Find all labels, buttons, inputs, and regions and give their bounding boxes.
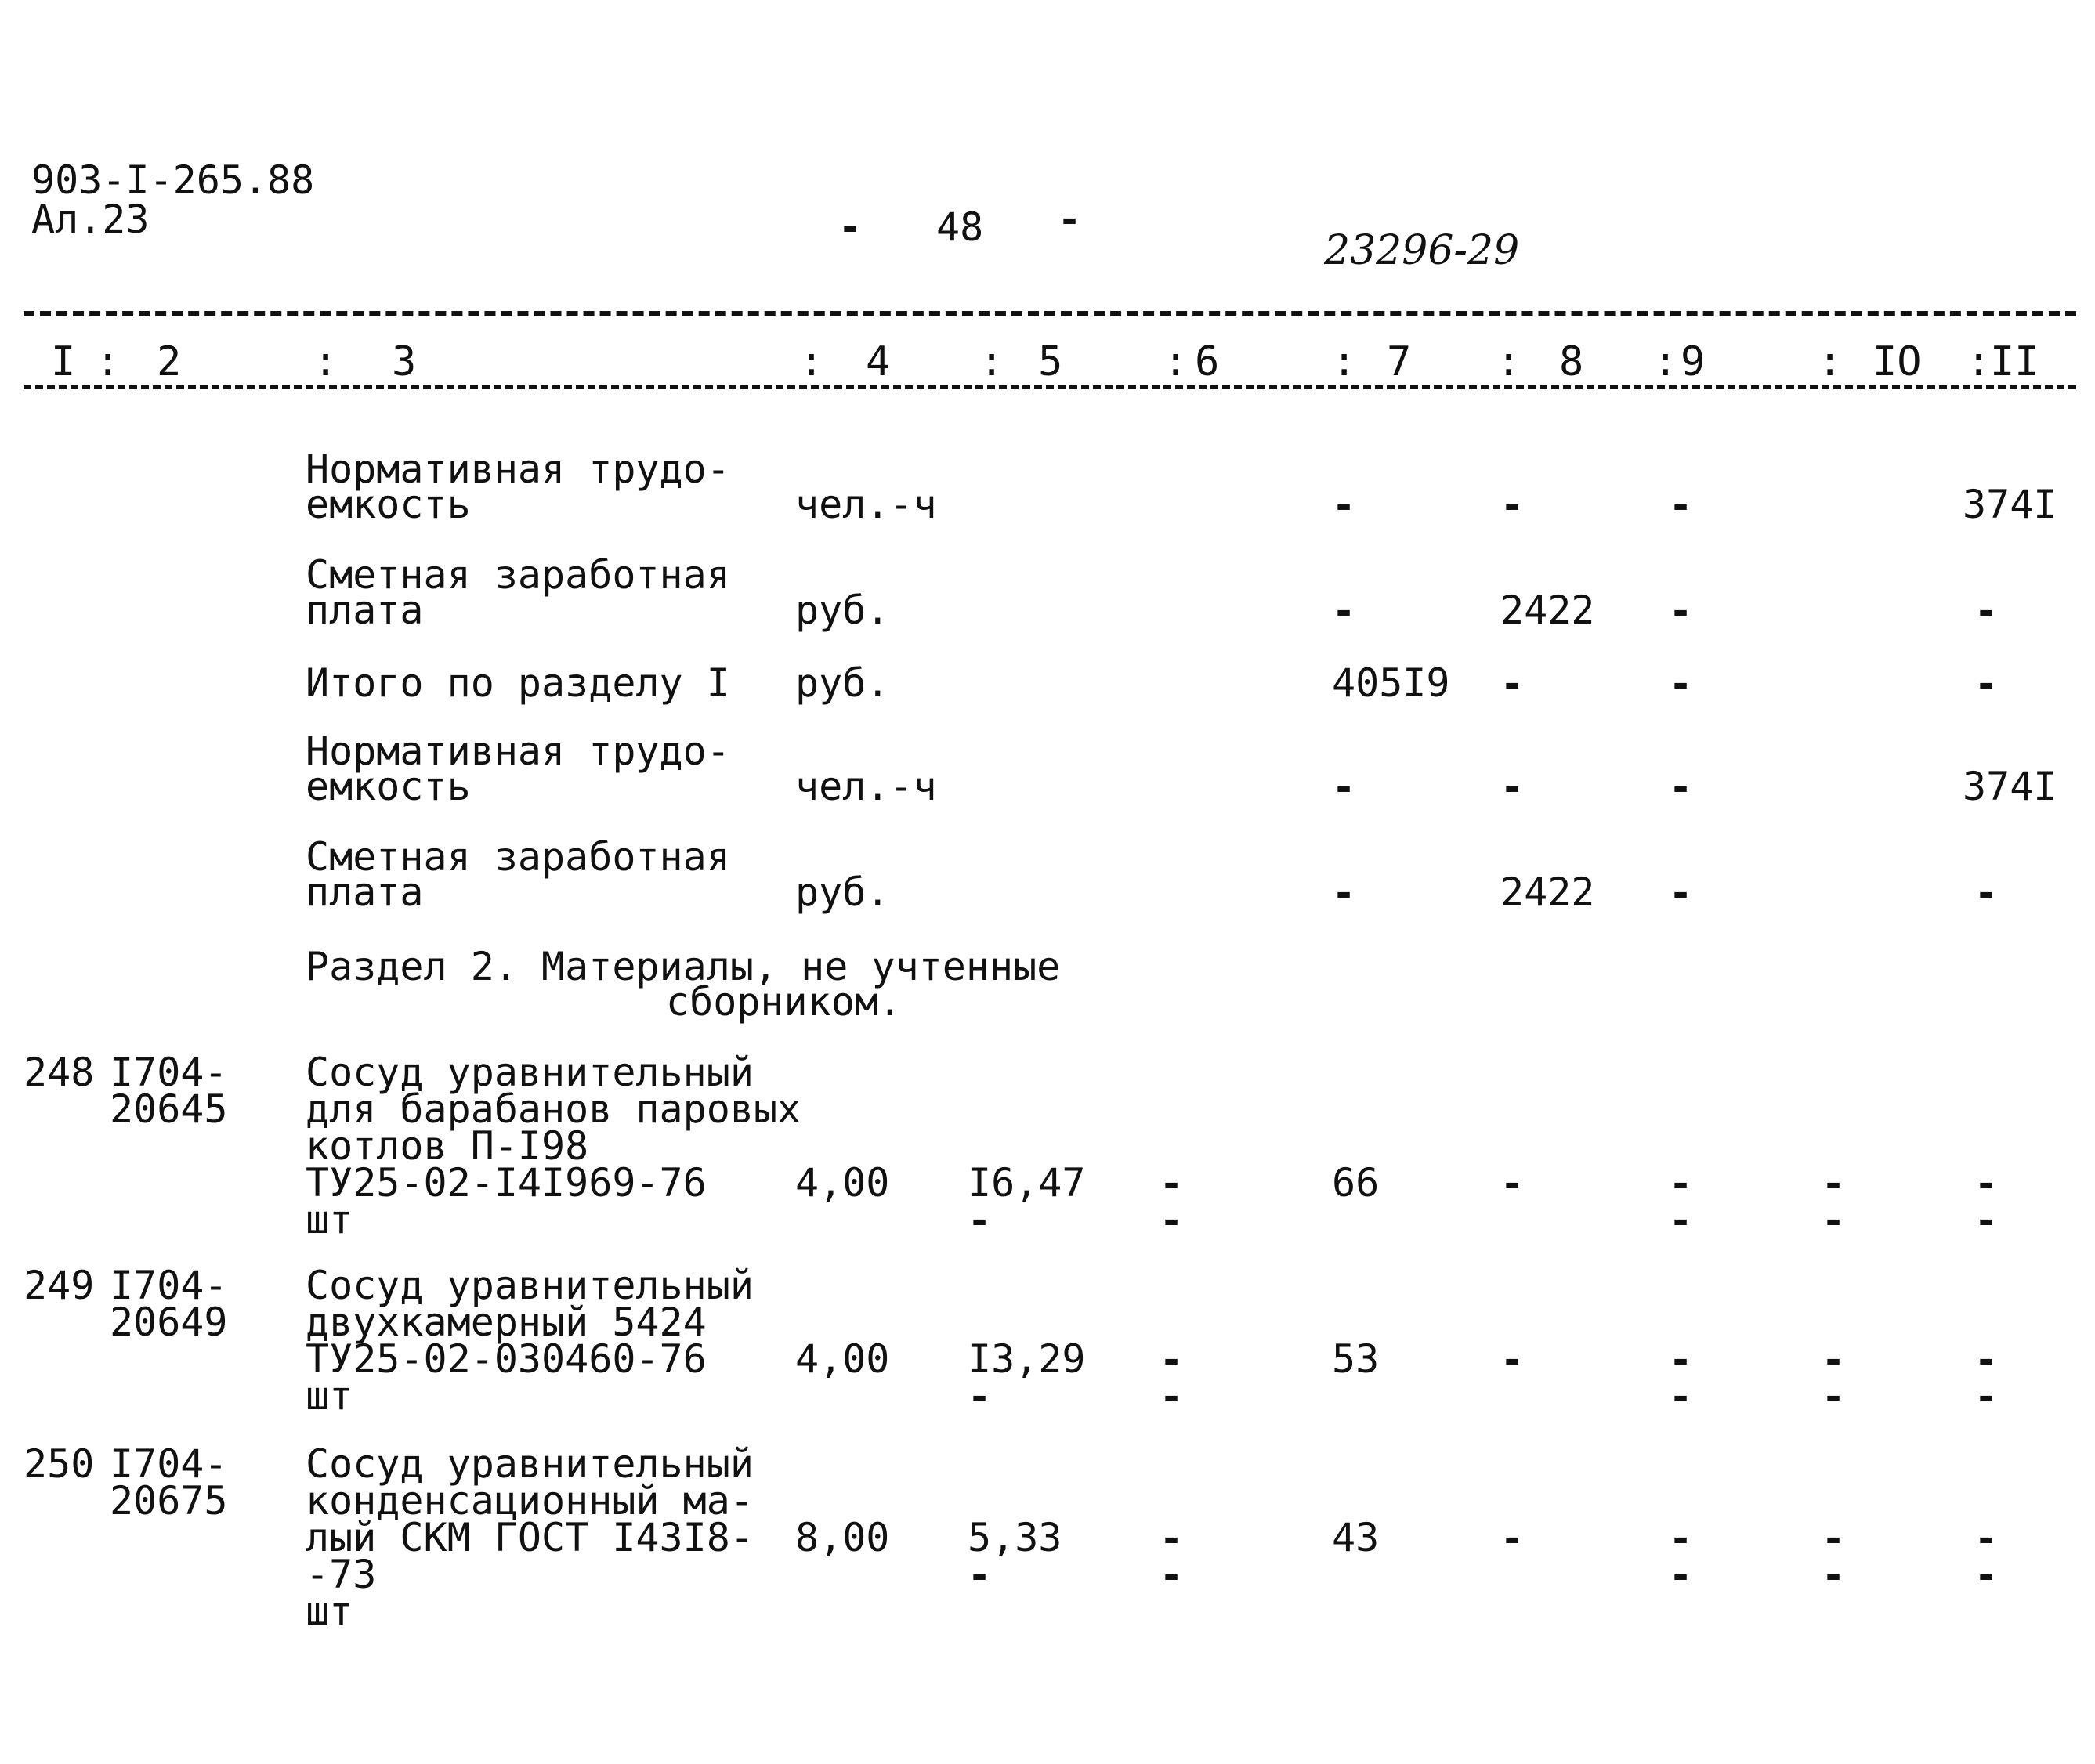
labor-col11: 374I xyxy=(1963,764,2057,809)
item-desc-line: шт xyxy=(306,1197,353,1242)
item-quantity: 4,00 xyxy=(795,1160,890,1206)
item-col8: - xyxy=(1500,1516,1525,1561)
doc-code: 903-I-265.88 xyxy=(31,157,315,203)
column-separator: : xyxy=(96,338,121,385)
item-col8: - xyxy=(1500,1337,1525,1383)
section-total-unit: руб. xyxy=(795,660,890,706)
item-col6-sub: - xyxy=(1160,1553,1184,1598)
item-total: 66 xyxy=(1332,1160,1380,1206)
column-number: I xyxy=(51,338,76,385)
item-col11-sub: - xyxy=(1974,1553,1999,1598)
item-col10-sub: - xyxy=(1822,1198,1846,1243)
item-col11: - xyxy=(1974,1161,1999,1206)
page-dash-right: - xyxy=(1058,197,1082,242)
item-col11-sub: - xyxy=(1974,1374,1999,1419)
labor-label-line1: Нормативная трудо- xyxy=(306,446,730,492)
item-code-line1: I704- xyxy=(110,1263,228,1308)
item-price: 5,33 xyxy=(968,1515,1062,1560)
section-total-col8: - xyxy=(1500,661,1525,707)
column-separator: : xyxy=(979,338,1004,385)
labor-col8: - xyxy=(1500,483,1525,528)
item-col6: - xyxy=(1160,1337,1184,1383)
column-number: 8 xyxy=(1559,338,1584,385)
item-desc-line: шт xyxy=(306,1589,353,1634)
section-total-col7: 405I9 xyxy=(1332,660,1450,706)
item-desc-line: Сосуд уравнительный xyxy=(306,1441,754,1487)
item-col9: - xyxy=(1669,1337,1693,1383)
stamp-number: 23296-29 xyxy=(1324,227,1520,274)
column-number: 5 xyxy=(1038,338,1063,385)
item-number: 250 xyxy=(24,1441,95,1487)
wage-col9: - xyxy=(1669,588,1693,634)
column-separator: : xyxy=(799,338,824,385)
wage-unit: руб. xyxy=(795,587,890,633)
column-separator: : xyxy=(1818,338,1843,385)
item-price: I6,47 xyxy=(968,1160,1086,1206)
page-dash-left: - xyxy=(838,204,863,250)
item-code-line2: 20645 xyxy=(110,1086,228,1132)
column-number: 7 xyxy=(1387,338,1412,385)
column-number: 9 xyxy=(1681,338,1706,385)
item-col6-sub: - xyxy=(1160,1198,1184,1243)
item-col9-sub: - xyxy=(1669,1553,1693,1598)
labor-col11: 374I xyxy=(1963,482,2057,527)
column-separator: : xyxy=(1496,338,1521,385)
item-desc-line: конденсационный ма- xyxy=(306,1478,754,1524)
column-separator: : xyxy=(1332,338,1357,385)
item-col8: - xyxy=(1500,1161,1525,1206)
item-price-sub: - xyxy=(968,1198,992,1243)
item-code-line2: 20675 xyxy=(110,1478,228,1524)
wage-col8: 2422 xyxy=(1500,587,1595,633)
item-number: 249 xyxy=(24,1263,95,1308)
item-col10: - xyxy=(1822,1337,1846,1383)
item-col10: - xyxy=(1822,1161,1846,1206)
wage-col11: - xyxy=(1974,870,1999,916)
wage-col11: - xyxy=(1974,588,1999,634)
item-number: 248 xyxy=(24,1050,95,1095)
labor-col8: - xyxy=(1500,765,1525,810)
item-col9: - xyxy=(1669,1516,1693,1561)
labor-label-line2: емкость xyxy=(306,764,471,809)
item-col6: - xyxy=(1160,1516,1184,1561)
wage-label-line1: Сметная заработная xyxy=(306,552,730,598)
column-number: 3 xyxy=(392,338,417,385)
item-quantity: 8,00 xyxy=(795,1515,890,1560)
column-separator: : xyxy=(1163,338,1189,385)
item-col9-sub: - xyxy=(1669,1374,1693,1419)
section-total-col9: - xyxy=(1669,661,1693,707)
item-price-sub: - xyxy=(968,1374,992,1419)
labor-col9: - xyxy=(1669,483,1693,528)
item-price-sub: - xyxy=(968,1553,992,1598)
page-number: 48 xyxy=(936,204,984,250)
column-separator: : xyxy=(1653,338,1678,385)
item-total: 43 xyxy=(1332,1515,1380,1560)
labor-col7: - xyxy=(1332,765,1356,810)
wage-col7: - xyxy=(1332,870,1356,916)
wage-col7: - xyxy=(1332,588,1356,634)
item-total: 53 xyxy=(1332,1336,1380,1382)
section-total-label: Итого по разделу I xyxy=(306,660,730,706)
sheet-number: Ал.23 xyxy=(31,197,150,242)
wage-label-line2: плата xyxy=(306,587,424,633)
wage-unit: руб. xyxy=(795,869,890,915)
wage-col8: 2422 xyxy=(1500,869,1595,915)
item-col11: - xyxy=(1974,1337,1999,1383)
item-desc-line: котлов П-I98 xyxy=(306,1123,589,1169)
labor-col9: - xyxy=(1669,765,1693,810)
wage-col9: - xyxy=(1669,870,1693,916)
column-separator: : xyxy=(1967,338,1992,385)
column-number: 6 xyxy=(1195,338,1220,385)
item-desc-line: ТУ25-02-I4I969-76 xyxy=(306,1160,707,1206)
item-code-line1: I704- xyxy=(110,1050,228,1095)
labor-label-line1: Нормативная трудо- xyxy=(306,728,730,774)
section-heading-line1: Раздел 2. Материалы, не учтенные xyxy=(306,944,1061,989)
wage-label-line2: плата xyxy=(306,869,424,915)
item-price: I3,29 xyxy=(968,1336,1086,1382)
column-number: 4 xyxy=(866,338,891,385)
item-col10-sub: - xyxy=(1822,1374,1846,1419)
item-desc-line: ТУ25-02-030460-76 xyxy=(306,1336,707,1382)
item-col9: - xyxy=(1669,1161,1693,1206)
wage-label-line1: Сметная заработная xyxy=(306,834,730,880)
item-quantity: 4,00 xyxy=(795,1336,890,1382)
item-code-line2: 20649 xyxy=(110,1300,228,1345)
item-desc-line: Сосуд уравнительный xyxy=(306,1050,754,1095)
labor-unit: чел.-ч xyxy=(795,482,937,527)
item-col9-sub: - xyxy=(1669,1198,1693,1243)
item-desc-line: Сосуд уравнительный xyxy=(306,1263,754,1308)
item-col11: - xyxy=(1974,1516,1999,1561)
column-separator: : xyxy=(313,338,338,385)
header-rule xyxy=(24,311,2076,316)
item-col11-sub: - xyxy=(1974,1198,1999,1243)
item-desc-line: лый СКМ ГОСТ I43I8- xyxy=(306,1515,754,1560)
item-col6-sub: - xyxy=(1160,1374,1184,1419)
section-total-col11: - xyxy=(1974,661,1999,707)
item-desc-line: двухкамерный 5424 xyxy=(306,1300,707,1345)
column-number: II xyxy=(1990,338,2039,385)
section-heading-line2: сборником. xyxy=(666,979,903,1025)
item-col6: - xyxy=(1160,1161,1184,1206)
item-code-line1: I704- xyxy=(110,1441,228,1487)
column-number: 2 xyxy=(157,338,182,385)
labor-label-line2: емкость xyxy=(306,482,471,527)
item-desc-line: для барабанов паровых xyxy=(306,1086,801,1132)
column-number: IO xyxy=(1872,338,1922,385)
column-number-row xyxy=(24,338,2076,393)
column-number-underline xyxy=(24,385,2076,389)
labor-col7: - xyxy=(1332,483,1356,528)
labor-unit: чел.-ч xyxy=(795,764,937,809)
item-col10: - xyxy=(1822,1516,1846,1561)
item-desc-line: шт xyxy=(306,1373,353,1419)
item-col10-sub: - xyxy=(1822,1553,1846,1598)
item-desc-line: -73 xyxy=(306,1552,377,1597)
